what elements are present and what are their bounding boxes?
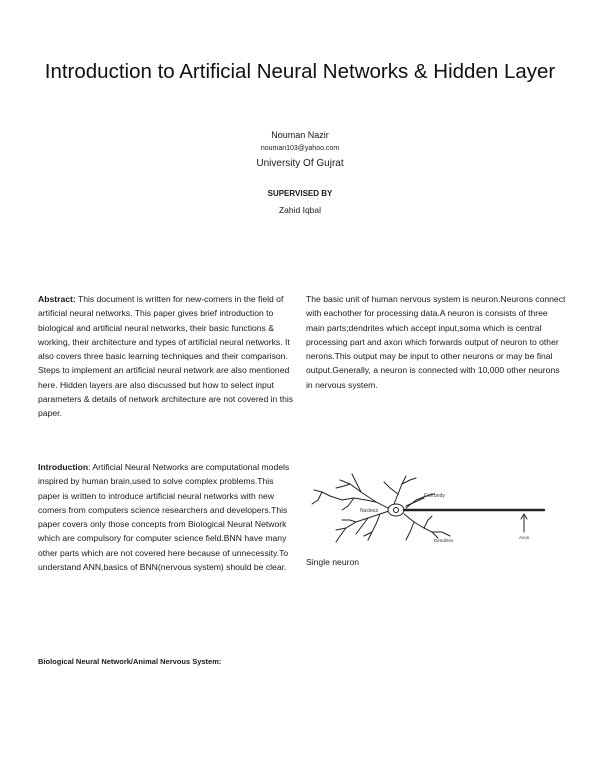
figure-caption: Single neuron [306,557,360,567]
introduction-label: Introduction [38,462,89,472]
bio-section-heading: Biological Neural Network/Animal Nervous System: [38,657,222,666]
abstract-text: This document is written for new-comers in the field of artificial neural networks. This paper gives brief introduction to biological and artificial neural networks, their basic functions & working, their architecture and types of artificial neural networks. It also covers three basic learning techniques and their comparison. [38,294,290,362]
paper-title: Introduction to Artificial Neural Networks & Hidden Layer [44,60,556,83]
label-nucleus: Nucleus [360,508,379,514]
label-dendrites: Dendrites [434,538,454,543]
basic-unit-paragraph: The basic unit of human nervous system is neuron.Neurons connect with eachother for processing data.A neuron is consists of three main parts;dendrites which accept input,soma which is central processing part and axon which forwards output of neuron to other nerons.This output may be input to other neurons or may be final output.Generally, a neuron is connected with 10,000 other neurons in nervous system. [306,294,566,390]
supervisor-heading: SUPERVISED BY [267,189,333,198]
abstract-section [38,292,296,421]
neuron-figure [306,470,550,546]
introduction-section [38,460,296,574]
label-cell-body: Cell body [424,493,445,499]
author-name: Nouman Nazir [271,130,329,140]
supervisor-name: Zahid Iqbal [278,205,322,215]
introduction-text: : Artificial Neural Networks are computational models inspired by human brain,used to solve complex problems.This paper is written to introduce artificial neural networks with new comers from computers science researchers and developers.This paper covers only those concepts from Biological Neural Network which are compulsory for computer science field.BNN have many other parts which are not covered here because of unnecessity.To understand ANN,basics of BNN(nervous system) should be clear. [38,462,290,573]
abstract-label: Abstract: [38,294,76,304]
author-university: University Of Gujrat [256,158,344,169]
label-axon: Axon [519,535,530,540]
author-email: nouman103@yahoo.com [260,145,340,152]
abstract-text-continued: Steps to implement an artificial neural network are also mentioned here. Hidden layers are also discussed but how to select input parameters & details of network architecture are not covered in this paper. [38,365,294,419]
